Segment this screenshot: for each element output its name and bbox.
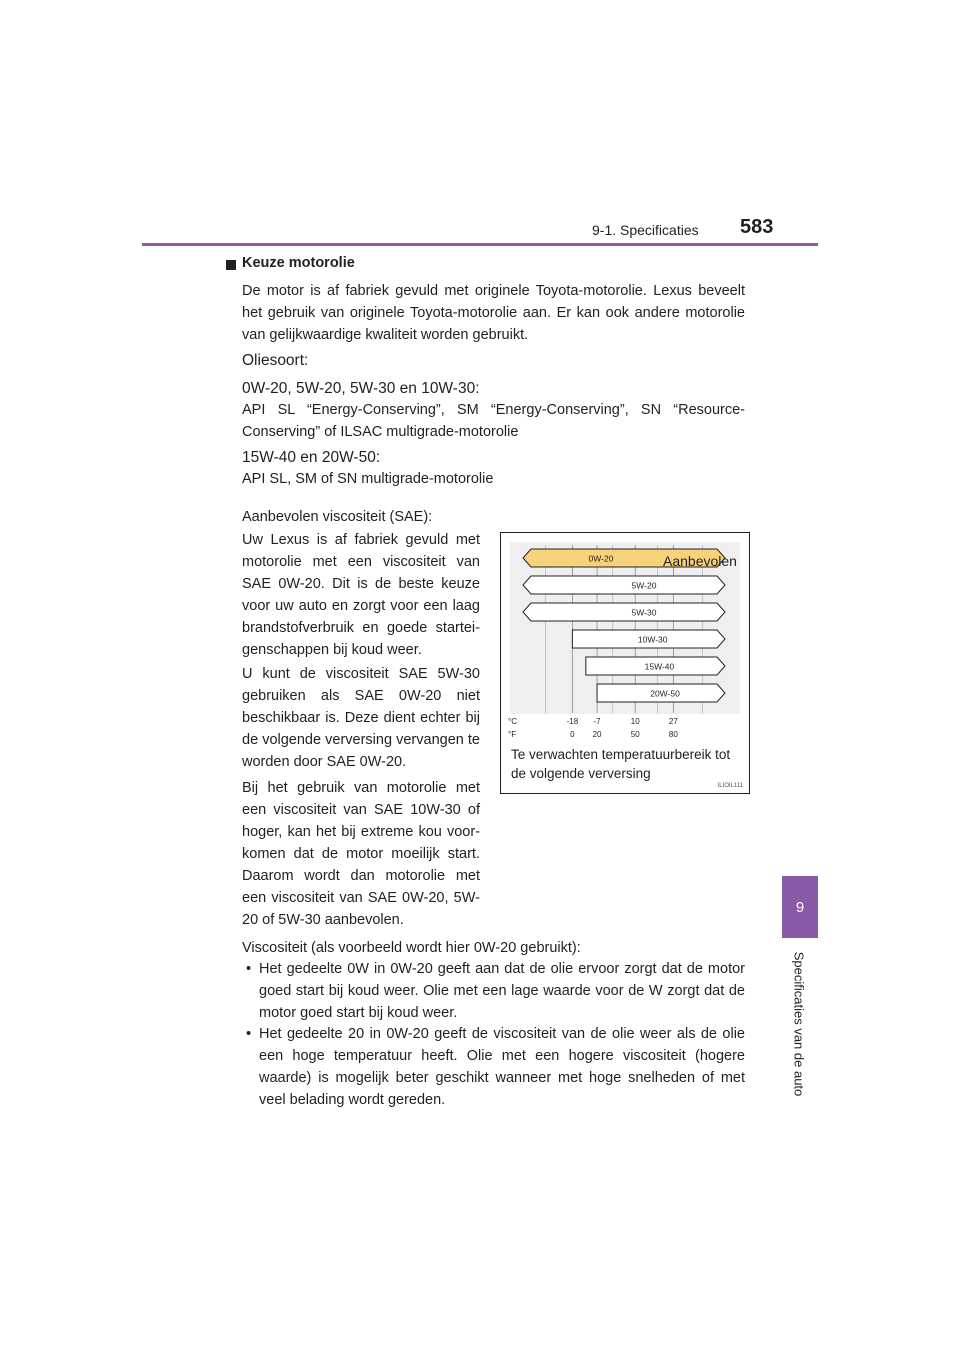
figure-caption: Te verwachten temperatuurbereik tot de volgende verversing bbox=[511, 747, 731, 781]
intro-paragraph: De motor is af fabriek gevuld met originele Toyota-motorolie. Lexus beveelt het gebruik van originele Toyota-motorolie aan. Er kan ook andere motorolie van gelijkwaardige kwaliteit worden gebruikt. bbox=[242, 283, 745, 343]
tick-label-f: 0 bbox=[570, 730, 575, 739]
chapter-number: 9 bbox=[795, 898, 805, 916]
tick-label-c: -7 bbox=[593, 717, 601, 726]
bar-5w-30 bbox=[523, 603, 725, 621]
oil-group2-grades: 15W-40 en 20W-50: bbox=[242, 449, 381, 466]
oil-type-label: Oliesoort: bbox=[242, 352, 309, 369]
oil-group1-grades: 0W-20, 5W-20, 5W-30 en 10W-30: bbox=[242, 380, 480, 397]
bar-label: 20W-50 bbox=[650, 688, 680, 699]
tick-label-f: 80 bbox=[668, 730, 678, 739]
unit-fahrenheit: °F bbox=[508, 730, 517, 739]
chapter-title: Specificaties van de auto bbox=[791, 951, 807, 1097]
explanation-intro: Viscositeit (als voorbeeld wordt hier 0W-20 gebruikt): bbox=[242, 940, 581, 956]
heading-square-icon bbox=[226, 260, 236, 270]
tick-label-c: 10 bbox=[630, 717, 640, 726]
header-divider bbox=[142, 243, 818, 246]
figure-code: ILIOIL111 bbox=[717, 783, 743, 789]
section-heading: Keuze motorolie bbox=[242, 255, 355, 271]
bar-5w-20 bbox=[523, 576, 725, 594]
bar-label: 5W-30 bbox=[631, 607, 657, 618]
bar-label: 10W-30 bbox=[637, 634, 668, 645]
section-title: 9-1. Specificaties bbox=[592, 222, 699, 238]
bar-label: 5W-20 bbox=[631, 580, 657, 591]
recommended-label: Aanbevolen bbox=[663, 553, 737, 569]
viscosity-paragraph-3: Bij het gebruik van motorolie met een viscositeit van SAE 10W-30 of hoger, kan het bij extreme kou voor-komen dat de motor moeilijk start. Daarom wordt dan motorolie met een viscositeit van SAE 0W-20, 5W-20 of 5W-30 aanbevolen. bbox=[242, 780, 480, 928]
bullet-mark: • bbox=[246, 961, 252, 977]
chapter-tab bbox=[782, 876, 818, 938]
tick-label-f: 50 bbox=[630, 730, 640, 739]
bullet-cold-start: Het gedeelte 0W in 0W-20 geeft aan dat de olie ervoor zorgt dat de motor goed start bij koud weer. Olie met een lage waarde voor de W zorgt dat de motor goed start bij koud weer. bbox=[259, 961, 745, 1021]
tick-label-f: 20 bbox=[592, 730, 602, 739]
viscosity-figure bbox=[500, 532, 750, 794]
oil-group1-spec: API SL “Energy-Conserving”, SM “Energy-Conserving”, SN “Resource-Conserving” of ILSAC multigrade-motorolie bbox=[242, 402, 745, 440]
oil-group2-spec: API SL, SM of SN multigrade-motorolie bbox=[242, 471, 494, 487]
tick-label-c: 27 bbox=[668, 717, 678, 726]
viscosity-label: Aanbevolen viscositeit (SAE): bbox=[242, 509, 433, 525]
bar-label: 0W-20 bbox=[588, 553, 614, 564]
bullet-hot-viscosity: Het gedeelte 20 in 0W-20 geeft de viscositeit van de olie weer als de olie een hoge temperatuur heeft. Olie met een hogere viscositeit (hogere waarde) is mogelijk beter geschikt wanneer met hoge snelheden of met veel belading wordt gereden. bbox=[259, 1026, 745, 1108]
tick-label-c: -18 bbox=[566, 717, 579, 726]
bullet-mark: • bbox=[246, 1026, 252, 1042]
viscosity-paragraph-2: U kunt de viscositeit SAE 5W-30 gebruiken als SAE 0W-20 niet beschikbaar is. Deze dient echter bij de volgende verversing vervangen te worden door SAE 0W-20. bbox=[242, 666, 480, 770]
page-number: 583 bbox=[740, 216, 774, 238]
bar-label: 15W-40 bbox=[644, 661, 675, 672]
chapter-side-label bbox=[788, 944, 810, 1104]
unit-celsius: °C bbox=[508, 717, 517, 726]
viscosity-paragraph-1: Uw Lexus is af fabriek gevuld met motorolie met een viscositeit van SAE 0W-20. Dit is de beste keuze voor uw auto en zorgt voor een laag brandstofverbruik en goede startei-genschappen bij koud weer. bbox=[242, 532, 480, 658]
